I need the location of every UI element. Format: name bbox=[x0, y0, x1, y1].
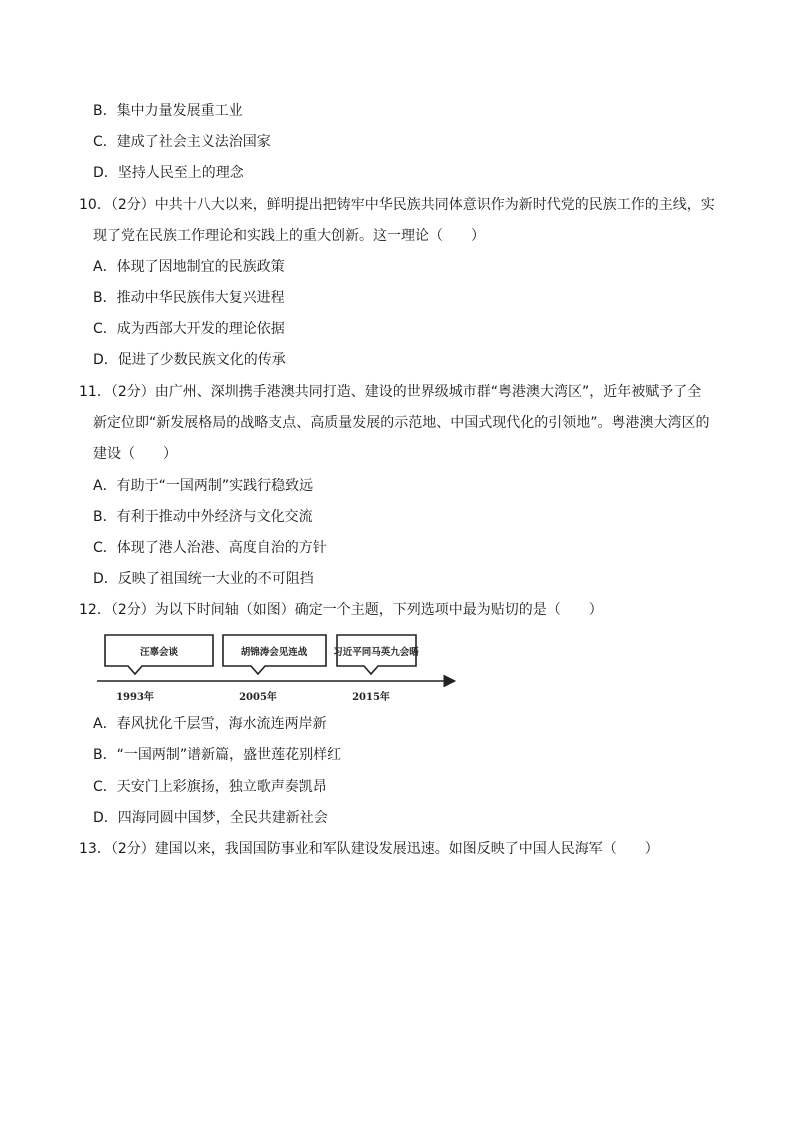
timeline-figure bbox=[95, 630, 465, 710]
q10-option-d: D．促进了少数民族文化的传承 bbox=[93, 352, 286, 368]
q11-stem-line1: 11．（2分）由广州、深圳携手港澳共同打造、建设的世界级城市群“粤港澳大湾区”，近年被赋予了全 bbox=[79, 384, 702, 400]
q9-option-d: D．坚持人民至上的理念 bbox=[93, 165, 244, 181]
timeline-year-1: 1993年 bbox=[116, 692, 154, 703]
q12-option-b: B．“一国两制”谱新篇，盛世莲花别样红 bbox=[93, 747, 342, 763]
q11-option-a: A．有助于“一国两制”实践行稳致远 bbox=[93, 478, 314, 494]
q12-option-c: C．天安门上彩旗扬，独立歌声奏凯昂 bbox=[93, 779, 327, 795]
q9-option-b: B．集中力量发展重工业 bbox=[93, 103, 243, 119]
q11-stem-line3: 建设（ ） bbox=[93, 446, 177, 462]
q11-option-d: D．反映了祖国统一大业的不可阻挡 bbox=[93, 571, 314, 587]
timeline-event-label-2: 胡锦涛会见连战 bbox=[240, 647, 308, 658]
timeline-event-3 bbox=[333, 635, 419, 674]
timeline-year-3: 2015年 bbox=[352, 692, 390, 703]
q10-option-c: C．成为西部大开发的理论依据 bbox=[93, 321, 285, 337]
q11-stem-line2: 新定位即“新发展格局的战略支点、高质量发展的示范地、中国式现代化的引领地”。粤港澳大湾区的 bbox=[93, 415, 710, 431]
q10-option-a: A．体现了因地制宜的民族政策 bbox=[93, 259, 285, 275]
q10-option-b: B．推动中华民族伟大复兴进程 bbox=[93, 290, 285, 306]
timeline-event-label-3: 习近平同马英九会晤 bbox=[333, 647, 419, 658]
q10-stem-line1: 10．（2分）中共十八大以来，鲜明提出把铸牢中华民族共同体意识作为新时代党的民族工作的主线，实 bbox=[79, 197, 715, 213]
q12-stem-line1: 12．（2分）为以下时间轴（如图）确定一个主题，下列选项中最为贴切的是（ ） bbox=[79, 602, 603, 618]
q11-option-b: B．有利于推动中外经济与文化交流 bbox=[93, 509, 313, 525]
timeline-svg bbox=[95, 630, 465, 710]
timeline-year-2: 2005年 bbox=[239, 692, 277, 703]
q11-option-c: C．体现了港人治港、高度自治的方针 bbox=[93, 540, 327, 556]
q12-option-a: A．春风扰化千层雪，海水流连两岸新 bbox=[93, 716, 327, 732]
timeline-event-1 bbox=[105, 635, 213, 674]
timeline-event-2 bbox=[223, 635, 326, 674]
timeline-event-label-1: 汪辜会谈 bbox=[139, 647, 179, 658]
q12-option-d: D．四海同圆中国梦，全民共建新社会 bbox=[93, 810, 328, 826]
q9-option-c: C．建成了社会主义法治国家 bbox=[93, 134, 271, 150]
q10-stem-line2: 现了党在民族工作理论和实践上的重大创新。这一理论（ ） bbox=[93, 228, 485, 244]
q13-stem-line1: 13．（2分）建国以来，我国国防事业和军队建设发展迅速。如图反映了中国人民海军（ ） bbox=[79, 841, 659, 857]
